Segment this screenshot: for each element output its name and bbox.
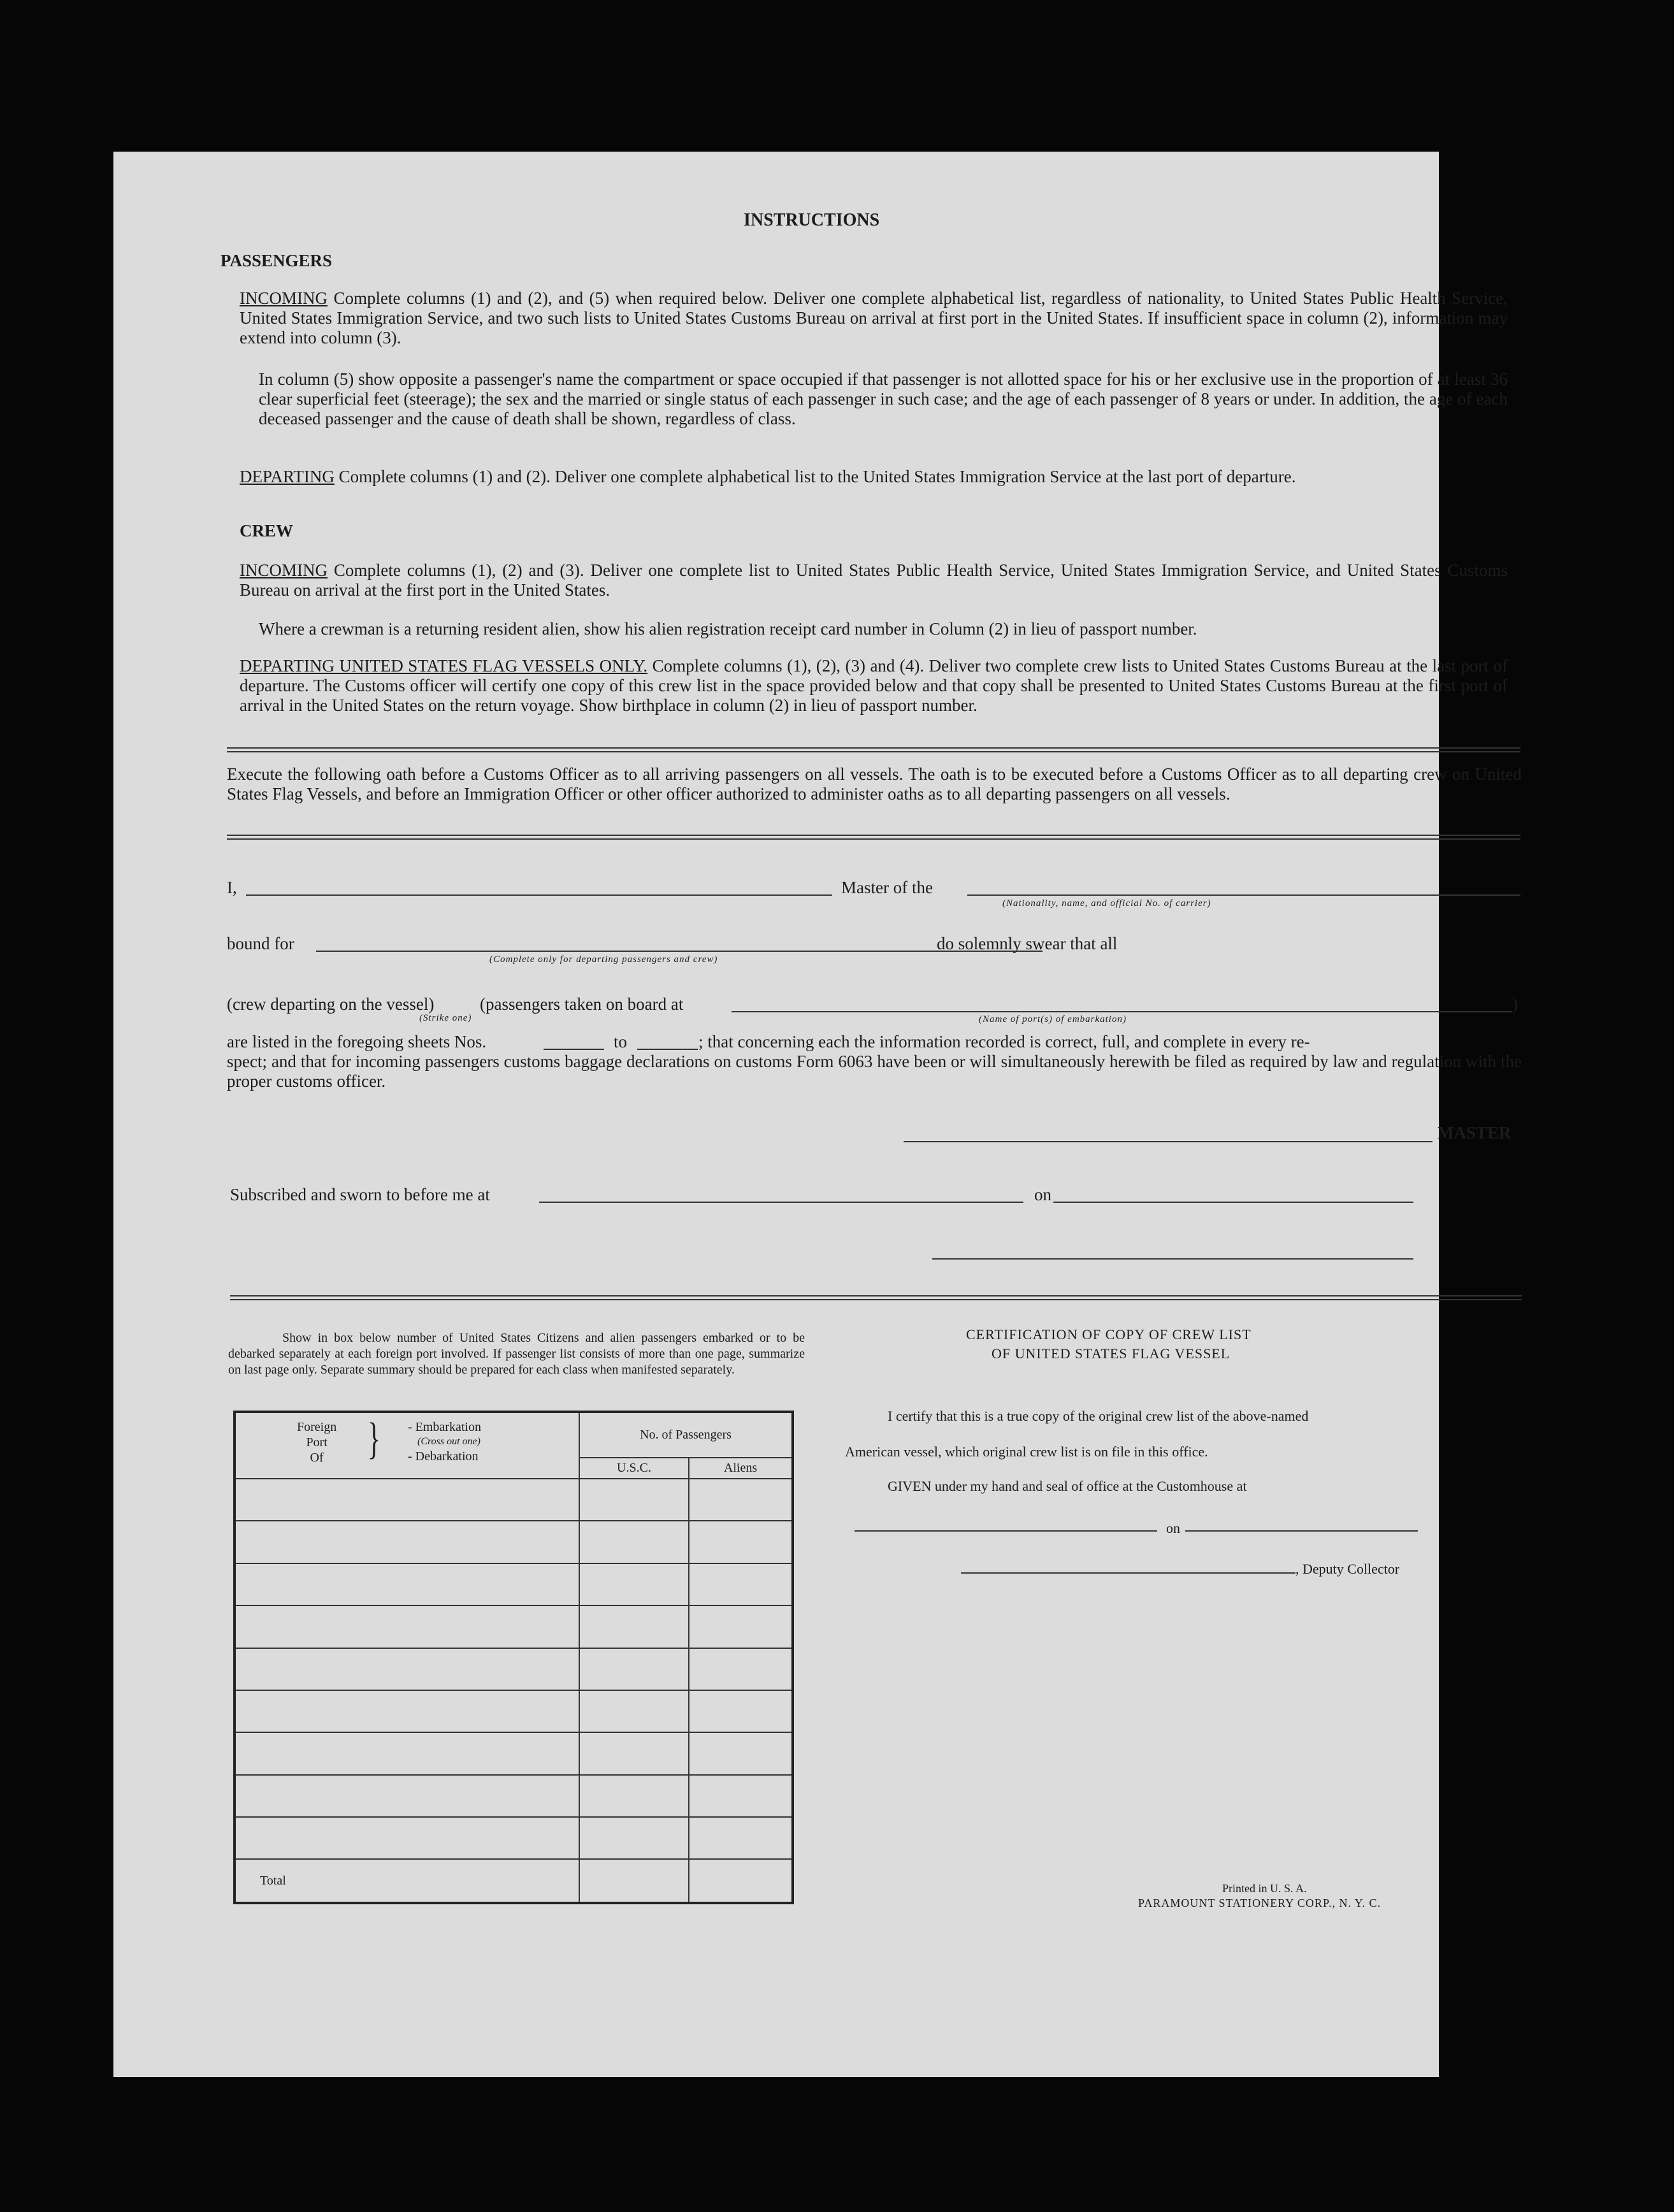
crew-departing-paragraph xyxy=(240,656,1508,715)
crew-incoming-paragraph xyxy=(240,561,1508,600)
certify-line-2: American vessel, which original crew list is on file in this office. xyxy=(845,1444,1208,1460)
table-row[interactable] xyxy=(235,1648,579,1690)
usc-total-cell[interactable] xyxy=(579,1859,689,1903)
usc-cell[interactable] xyxy=(579,1732,689,1774)
table-row[interactable] xyxy=(235,1690,579,1732)
crew-incoming-text: Complete columns (1), (2) and (3). Deliver one complete list to United States Public Health Service, United States Immigration Service, and United States Customs Bureau on arrival at the first port in the United States. xyxy=(240,561,1508,600)
aliens-cell[interactable] xyxy=(689,1690,793,1732)
nationality-note: (Nationality, name, and official No. of carrier) xyxy=(1002,898,1211,908)
ports-note: (Name of port(s) of embarkation) xyxy=(979,1014,1127,1024)
crew-incoming-label: INCOMING xyxy=(240,561,328,580)
table-row[interactable] xyxy=(235,1732,579,1774)
passengers-incoming-paragraph xyxy=(240,289,1508,348)
foreign-label: Foreign xyxy=(297,1420,337,1434)
printed-in-label: Printed in U. S. A. xyxy=(1222,1882,1307,1895)
passengers-incoming-label: INCOMING xyxy=(240,289,328,308)
printer-label: PARAMOUNT STATIONERY CORP., N. Y. C. xyxy=(1138,1897,1381,1909)
aliens-cell[interactable] xyxy=(689,1479,793,1521)
brace-icon: } xyxy=(367,1414,380,1463)
carrier-field[interactable] xyxy=(967,894,1520,896)
certify-line-1: I certify that this is a true copy of the original crew list of the above-named xyxy=(888,1408,1309,1424)
bound-for-field[interactable] xyxy=(316,951,1043,952)
bound-for-label: bound for xyxy=(227,934,294,953)
passengers-taken-option: (passengers taken on board at xyxy=(480,995,684,1014)
usc-header: U.S.C. xyxy=(579,1458,689,1479)
usc-cell[interactable] xyxy=(579,1690,689,1732)
cross-out-note: (Cross out one) xyxy=(417,1436,480,1447)
listed-to-label: to xyxy=(614,1032,628,1051)
no-of-passengers-header: No. of Passengers xyxy=(579,1412,793,1458)
sheet-from-field[interactable] xyxy=(544,1049,604,1050)
usc-cell[interactable] xyxy=(579,1775,689,1817)
crew-heading: CREW xyxy=(240,521,294,540)
sworn-location-field[interactable] xyxy=(539,1202,1023,1203)
usc-cell[interactable] xyxy=(579,1479,689,1521)
passengers-incoming-text: Complete columns (1) and (2), and (5) when required below. Deliver one complete alphabetical list, regardless of nationality, to United States Public Health Service, United States Immigration Service, and two such lists to United States Customs Bureau on arrival at first port in the United States. If insufficient space in column (2), information may extend into column (3). xyxy=(240,289,1508,347)
crew-departing-option: (crew departing on the vessel) xyxy=(227,995,435,1014)
listed-text-b: ; that concerning each the information recorded is correct, full, and complete in every re- xyxy=(698,1032,1310,1051)
given-line: GIVEN under my hand and seal of office at the Customhouse at xyxy=(888,1478,1247,1494)
page-title: INSTRUCTIONS xyxy=(744,210,880,230)
master-label: MASTER xyxy=(1438,1123,1512,1142)
port-label: Port xyxy=(306,1435,328,1449)
strike-one-note: (Strike one) xyxy=(419,1013,472,1023)
aliens-header: Aliens xyxy=(689,1458,793,1479)
table-row[interactable] xyxy=(235,1521,579,1563)
of-label: Of xyxy=(310,1451,324,1465)
certification-on-label: on xyxy=(1166,1520,1180,1536)
do-solemnly-label: do solemnly swear that all xyxy=(937,934,1118,953)
usc-cell[interactable] xyxy=(579,1521,689,1563)
section-divider xyxy=(227,747,1520,752)
master-signature-field[interactable] xyxy=(904,1141,1432,1142)
embarkation-label: - Embarkation xyxy=(408,1420,481,1434)
subscribed-label: Subscribed and sworn to before me at xyxy=(230,1185,490,1204)
aliens-cell[interactable] xyxy=(689,1817,793,1859)
certification-title-1: CERTIFICATION OF COPY OF CREW LIST xyxy=(966,1326,1252,1342)
passengers-departing-label: DEPARTING xyxy=(240,467,335,486)
aliens-cell[interactable] xyxy=(689,1775,793,1817)
crew-resident-paragraph: Where a crewman is a returning resident alien, show his alien registration receipt card number in Column (2) in lieu of passport number. xyxy=(259,619,1197,638)
aliens-cell[interactable] xyxy=(689,1605,793,1648)
section-divider xyxy=(230,1295,1522,1300)
aliens-cell[interactable] xyxy=(689,1648,793,1690)
oath-intro: Execute the following oath before a Customs Officer as to all arriving passengers on all vessels. The oath is to be executed before a Customs Officer as to all departing crew on United States Flag Vessels, and before an Immigration Officer or other officer authorized to administer oaths as to all departing passengers on all vessels. xyxy=(227,765,1522,803)
deputy-collector-label: , Deputy Collector xyxy=(1295,1561,1400,1577)
form-sheet xyxy=(113,152,1522,2077)
usc-cell[interactable] xyxy=(579,1605,689,1648)
sworn-on-label: on xyxy=(1034,1185,1051,1204)
passengers-heading: PASSENGERS xyxy=(220,251,333,270)
aliens-total-cell[interactable] xyxy=(689,1859,793,1903)
customhouse-location-field[interactable] xyxy=(855,1530,1157,1532)
debarkation-label: - Debarkation xyxy=(408,1449,479,1463)
passengers-column5-paragraph: In column (5) show opposite a passenger's name the compartment or space occupied if that passenger is not allotted space for his or her exclusive use in the proportion of at least 36 clear superficial feet (steerage); the sex and the married or single status of each passenger in such case; and the age of each passenger of 8 years or under. In addition, the age of each deceased passenger and the cause of death shall be shown, regardless of class. xyxy=(259,370,1508,428)
aliens-cell[interactable] xyxy=(689,1732,793,1774)
foreign-port-header xyxy=(235,1412,579,1479)
table-row[interactable] xyxy=(235,1775,579,1817)
crew-departing-label: DEPARTING UNITED STATES FLAG VESSELS ONLY. xyxy=(240,656,648,675)
total-label: Total xyxy=(235,1859,579,1903)
passengers-departing-text: Complete columns (1) and (2). Deliver one complete alphabetical list to the United States Immigration Service at the last port of departure. xyxy=(338,467,1296,486)
ports-embarkation-field[interactable] xyxy=(732,1011,1512,1012)
table-row[interactable] xyxy=(235,1563,579,1605)
section-divider xyxy=(227,835,1520,840)
usc-cell[interactable] xyxy=(579,1817,689,1859)
certification-title-2: OF UNITED STATES FLAG VESSEL xyxy=(992,1346,1230,1361)
table-row[interactable] xyxy=(235,1817,579,1859)
aliens-cell[interactable] xyxy=(689,1521,793,1563)
aliens-cell[interactable] xyxy=(689,1563,793,1605)
table-row[interactable] xyxy=(235,1605,579,1648)
sworn-date-field[interactable] xyxy=(1053,1202,1413,1203)
passenger-summary-table xyxy=(233,1411,794,1904)
close-paren: ) xyxy=(1512,995,1518,1014)
listed-text-c: spect; and that for incoming passengers customs baggage declarations on customs Form 6063 have been or will simultaneously herewith be filed as required by law and regulation with the proper customs officer. xyxy=(227,1052,1522,1091)
summary-instructions: Show in box below number of United States Citizens and alien passengers embarked or to be debarked separately at each foreign port involved. If passenger list consists of more than one page, summarize on last page only. Separate summary should be prepared for each class when manifested separately. xyxy=(228,1331,805,1377)
master-name-field[interactable] xyxy=(246,894,832,896)
deputy-collector-signature-field[interactable] xyxy=(961,1572,1295,1574)
usc-cell[interactable] xyxy=(579,1563,689,1605)
sheet-to-field[interactable] xyxy=(637,1049,698,1050)
officer-signature-field[interactable] xyxy=(932,1258,1413,1260)
complete-only-note: (Complete only for departing passengers and crew) xyxy=(489,954,718,965)
master-of-the-label: Master of the xyxy=(841,878,933,897)
oath-i-label: I, xyxy=(227,878,237,897)
usc-cell[interactable] xyxy=(579,1648,689,1690)
listed-text-a: are listed in the foregoing sheets Nos. xyxy=(227,1032,487,1051)
passengers-departing-paragraph xyxy=(240,467,1508,487)
table-row[interactable] xyxy=(235,1479,579,1521)
certification-date-field[interactable] xyxy=(1185,1530,1418,1532)
crew-departing-text: Complete columns (1), (2), (3) and (4). Deliver two complete crew lists to United States Customs Bureau at the last port of departure. The Customs officer will certify one copy of this crew list in the space provided below and that copy shall be presented to United States Customs Bureau at the first port of arrival in the United States on the return voyage. Show birthplace in column (2) in lieu of passport number. xyxy=(240,656,1508,715)
